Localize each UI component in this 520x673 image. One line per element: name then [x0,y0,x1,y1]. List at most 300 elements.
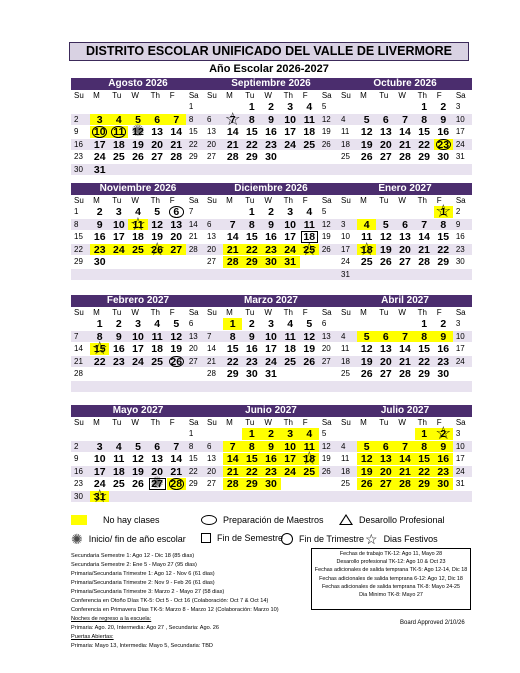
day-cell: 18 [300,231,319,244]
day-cell: 25 [338,478,357,491]
empty-cell [338,164,357,177]
day-cell: 8 [242,114,261,127]
day-cell: 16 [434,126,453,139]
star-icon: ☆ [365,531,378,547]
empty-cell [281,164,300,177]
weekday-label: F [169,308,175,317]
empty-cell [453,164,472,177]
weekday-header [204,90,338,101]
day-cell: 27 [376,368,395,381]
weekday-label: M [226,91,233,100]
day-cell: 21 [223,466,242,479]
day-cell: 27 [376,478,395,491]
day-cell: 10 [90,126,109,139]
day-cell: 22 [186,466,205,479]
day-cell: 28 [186,244,205,257]
day-cell: 28 [223,151,242,164]
day-cell: 1 [415,318,434,331]
day-cell: 21 [395,139,414,152]
day-cell: 25 [357,256,376,269]
day-cell: 11 [338,453,357,466]
day-cell: 21 [223,244,242,257]
empty-cell [109,491,128,504]
day-cell: 30 [434,151,453,164]
day-cell: 6 [204,441,223,454]
empty-cell [186,164,205,177]
month-calendar [71,78,205,178]
day-cell: ✺ 27 [148,478,167,491]
day-cell: 23 [453,244,472,257]
empty-cell [90,101,109,114]
empty-cell [109,256,128,269]
day-cell: 3 [109,206,128,219]
weekday-label: Tu [245,418,255,427]
day-cell: 24 [338,256,357,269]
day-cell: 23 [261,466,280,479]
day-cell: 23 [90,244,109,257]
empty-cell [319,491,338,504]
empty-cell [186,256,205,269]
empty-cell [204,381,223,394]
day-cell: ☆ 25 [300,244,319,257]
day-cell: 16 [71,139,90,152]
day-cell: 12 [167,331,186,344]
day-cell: 11 [281,331,300,344]
day-cell: 5 [357,441,376,454]
empty-cell [395,428,414,441]
day-cell: 19 [167,343,186,356]
empty-cell [148,269,167,282]
weekday-label: Su [341,91,351,100]
weekday-label: Tu [245,308,255,317]
weekday-label: Su [207,196,217,205]
day-cell: 2 [90,206,109,219]
day-cell: 17 [109,231,128,244]
day-cell: 17 [338,244,357,257]
empty-cell [90,381,109,394]
empty-cell [223,164,242,177]
day-cell: 4 [300,428,319,441]
day-cell: 31 [281,256,300,269]
empty-cell [128,368,147,381]
day-cell: 17 [453,126,472,139]
empty-cell [395,491,414,504]
day-cell: 21 [395,356,414,369]
weekday-label: Su [207,308,217,317]
day-cell: 3 [128,318,147,331]
weekday-label: M [360,196,367,205]
weekday-label: Tu [379,196,389,205]
day-cell: 5 [300,318,319,331]
empty-cell [128,381,147,394]
day-cell: 30 [434,478,453,491]
day-cell: ☆ 11 [128,219,147,232]
empty-cell [204,318,223,331]
empty-cell [281,368,300,381]
empty-cell [395,101,414,114]
weekday-label: Th [283,196,293,205]
day-cell: 8 [186,441,205,454]
empty-cell [128,256,147,269]
empty-cell [242,164,261,177]
day-cell: 9 [109,331,128,344]
legend-end-semester: Fin de Semestre [201,533,283,543]
day-cell: ☆ 7 [223,114,242,127]
day-grid [204,206,338,281]
empty-cell [281,478,300,491]
day-cell: 22 [90,356,109,369]
day-cell: 2 [261,101,280,114]
weekday-header [71,195,205,206]
oval-icon [201,515,217,525]
day-cell: 30 [90,256,109,269]
day-cell: 24 [453,356,472,369]
day-cell: 5 [319,206,338,219]
month-calendar [71,295,205,395]
day-cell: 15 [186,126,205,139]
day-cell: 4 [148,318,167,331]
day-cell: 12 [148,219,167,232]
day-cell: 15 [415,453,434,466]
day-grid [204,428,338,503]
day-cell: 17 [281,126,300,139]
day-cell: 20 [204,466,223,479]
legend-teacher-prep: Preparación de Maestros [201,515,324,525]
day-cell: 7 [71,331,90,344]
day-cell: 14 [71,343,90,356]
day-cell: 31 [453,151,472,164]
legend-holidays: ☆ Dias Festivos [365,531,438,547]
day-cell: 14 [223,231,242,244]
weekday-label: Tu [245,196,255,205]
day-cell: 19 [319,231,338,244]
day-cell: 10 [90,453,109,466]
day-cell: 17 [128,343,147,356]
day-cell: 18 [300,126,319,139]
weekday-header [204,417,338,428]
day-cell: 1 [90,318,109,331]
empty-cell [357,318,376,331]
day-cell: 16 [434,343,453,356]
day-cell: 20 [148,139,167,152]
dates-box: Fechas de trabajo TK-12: Ago 11, Mayo 28 Desarollo profesional TK-12: Ago 10 & Oct 23 Fechas adicionales de salida temprana TK-5: Ago 12-14, Dic 18 Fechas adicionales de salida temprana 6-12: Ago 12, Dic 18 Fechas adicionales de salida temprana TK-8: Mayo 24-25 Dia Minimo TK-8: Mayo 27 [311,548,471,610]
day-cell: 30 [261,478,280,491]
empty-cell [167,101,186,114]
day-cell: 7 [186,206,205,219]
day-cell: 15 [415,126,434,139]
day-cell: 24 [281,466,300,479]
empty-cell [319,256,338,269]
empty-cell [204,428,223,441]
day-cell: 11 [357,231,376,244]
day-cell: 12 [319,441,338,454]
district-title: DISTRITO ESCOLAR UNIFICADO DEL VALLE DE LIVERMORE [69,42,469,61]
day-cell: 19 [148,231,167,244]
day-cell: 14 [395,343,414,356]
day-cell: 2 [71,441,90,454]
empty-cell [71,269,90,282]
day-cell: 13 [376,126,395,139]
day-cell: 19 [357,466,376,479]
day-grid [71,101,205,176]
month-calendar [204,183,338,283]
day-cell: 15 [434,231,453,244]
day-cell: 3 [281,206,300,219]
day-cell: 26 [128,151,147,164]
day-cell: 23 [71,478,90,491]
empty-cell [223,269,242,282]
weekday-label: Th [150,418,160,427]
weekday-label: Tu [112,91,122,100]
day-cell: 11 [148,331,167,344]
month-title: Febrero 2027 [71,295,205,307]
day-cell: 3 [281,101,300,114]
empty-cell [71,101,90,114]
day-cell: 28 [204,368,223,381]
empty-cell [434,381,453,394]
empty-cell [319,269,338,282]
day-cell: 15 [415,343,434,356]
day-cell: 5 [319,428,338,441]
empty-cell [128,164,147,177]
day-grid [71,428,205,503]
day-cell: 12 [128,453,147,466]
day-cell: 6 [319,318,338,331]
day-cell: 23 [434,466,453,479]
day-cell: 28 [395,368,414,381]
weekday-label: Su [74,418,84,427]
day-cell: 18 [281,343,300,356]
day-cell: 6 [376,114,395,127]
day-cell: 24 [281,244,300,257]
empty-cell [148,101,167,114]
day-cell: 30 [261,256,280,269]
day-cell: 13 [186,331,205,344]
weekday-label: Su [74,91,84,100]
day-cell: 15 [242,231,261,244]
weekday-label: Su [341,418,351,427]
day-cell: 8 [223,331,242,344]
empty-cell [338,318,357,331]
day-cell: 8 [186,114,205,127]
legend-start-end: ✺ Inicio/ fin de año escolar [71,531,186,547]
day-cell: 29 [434,256,453,269]
yellow-square-icon [71,515,87,525]
day-cell: 23 [261,244,280,257]
day-grid [71,318,205,393]
weekday-header [71,307,205,318]
empty-cell [167,164,186,177]
day-cell: 29 [242,478,261,491]
day-cell: 4 [281,318,300,331]
month-title: Septiembre 2026 [204,78,338,90]
day-cell: 6 [148,441,167,454]
day-cell: 6 [148,114,167,127]
day-cell: 9 [434,114,453,127]
empty-cell [281,381,300,394]
weekday-header [204,307,338,318]
day-cell: 1 [242,206,261,219]
empty-cell [453,368,472,381]
day-cell: 18 [128,231,147,244]
weekday-label: Sa [188,91,199,100]
empty-cell [357,381,376,394]
day-cell: ☆ 2 [434,428,453,441]
day-cell: 5 [357,114,376,127]
empty-cell [167,381,186,394]
day-cell: 1 [242,428,261,441]
day-cell: ✺ 12 [128,126,147,139]
day-cell: 21 [186,231,205,244]
day-cell: 30 [242,368,261,381]
day-cell: 29 [415,151,434,164]
day-cell: 14 [186,219,205,232]
day-cell: 31 [338,269,357,282]
empty-cell [338,491,357,504]
day-cell: 3 [338,219,357,232]
month-title: Mayo 2027 [71,405,205,417]
day-cell: 8 [434,219,453,232]
day-cell: 13 [376,343,395,356]
empty-cell [261,164,280,177]
month-calendar [338,183,472,283]
school-year: Año Escolar 2026-2027 [209,63,329,75]
empty-cell [376,164,395,177]
day-cell: 3 [453,428,472,441]
empty-cell [415,491,434,504]
weekday-label: F [302,418,308,427]
empty-cell [223,206,242,219]
day-cell: 18 [338,356,357,369]
month-title: Marzo 2027 [204,295,338,307]
day-cell: 10 [453,114,472,127]
day-cell: 27 [319,356,338,369]
empty-cell [376,428,395,441]
day-cell: 13 [376,453,395,466]
month-calendar [204,295,338,395]
empty-cell [281,491,300,504]
day-cell: 19 [357,139,376,152]
weekday-label: Su [207,418,217,427]
day-cell: 7 [415,219,434,232]
day-cell: 26 [357,151,376,164]
legend-end-trimester: Fin de Trimestre [281,533,364,545]
empty-cell [395,318,414,331]
empty-cell [148,164,167,177]
weekday-label: W [398,418,406,427]
day-cell: 23 [71,151,90,164]
day-cell: 9 [261,219,280,232]
day-cell: 16 [261,126,280,139]
day-cell: 14 [415,231,434,244]
day-cell: 5 [128,441,147,454]
empty-cell [415,206,434,219]
day-cell: 18 [338,139,357,152]
day-cell: 10 [338,231,357,244]
weekday-label: Tu [379,91,389,100]
weekday-label: W [131,196,139,205]
day-grid [204,101,338,176]
day-cell: 12 [300,331,319,344]
day-cell: 25 [109,151,128,164]
empty-cell [338,428,357,441]
weekday-label: Th [283,308,293,317]
empty-cell [300,164,319,177]
empty-cell [242,491,261,504]
day-cell: 9 [71,126,90,139]
month-calendar [71,405,205,505]
empty-cell [167,368,186,381]
day-cell: 5 [167,318,186,331]
weekday-label: Su [207,91,217,100]
empty-cell [357,101,376,114]
weekday-label: F [169,196,175,205]
legend-no-classes: No hay clases [71,515,160,525]
month-title: Abril 2027 [338,295,472,307]
day-cell: 2 [242,318,261,331]
day-cell: 17 [90,466,109,479]
empty-cell [338,206,357,219]
month-title: Octubre 2026 [338,78,472,90]
day-cell: 15 [223,343,242,356]
weekday-label: Th [150,196,160,205]
weekday-header [71,417,205,428]
empty-cell [148,256,167,269]
day-cell: 3 [453,318,472,331]
day-cell: 16 [71,466,90,479]
day-cell: 25 [109,478,128,491]
weekday-label: Sa [188,418,199,427]
empty-cell [319,368,338,381]
empty-cell [395,164,414,177]
empty-cell [357,269,376,282]
day-cell: 16 [453,231,472,244]
day-cell: 22 [242,466,261,479]
empty-cell [357,164,376,177]
empty-cell [281,151,300,164]
weekday-label: Sa [455,308,466,317]
day-cell: 21 [395,466,414,479]
weekday-label: M [93,91,100,100]
day-cell: 27 [204,151,223,164]
empty-cell [376,206,395,219]
weekday-label: Tu [245,91,255,100]
day-cell: 19 [357,356,376,369]
empty-cell [186,381,205,394]
day-cell: ☆ 18 [300,453,319,466]
day-cell: 21 [71,356,90,369]
day-cell: 10 [128,331,147,344]
day-cell: 24 [453,466,472,479]
day-cell: 23 [434,139,453,152]
day-cell: 30 [434,368,453,381]
day-cell: 13 [204,453,223,466]
open-house-title: Puertas Abiertas: [71,634,114,640]
weekday-label: Th [150,91,160,100]
weekday-label: Sa [188,308,199,317]
day-cell: 21 [415,244,434,257]
day-cell: 5 [128,114,147,127]
weekday-label: Sa [321,308,332,317]
day-cell: 20 [319,343,338,356]
empty-cell [338,101,357,114]
day-cell: 29 [71,256,90,269]
day-grid [338,318,472,393]
day-cell: 8 [415,331,434,344]
day-cell: 31 [261,368,280,381]
empty-cell [148,368,167,381]
day-cell: 28 [167,478,186,491]
